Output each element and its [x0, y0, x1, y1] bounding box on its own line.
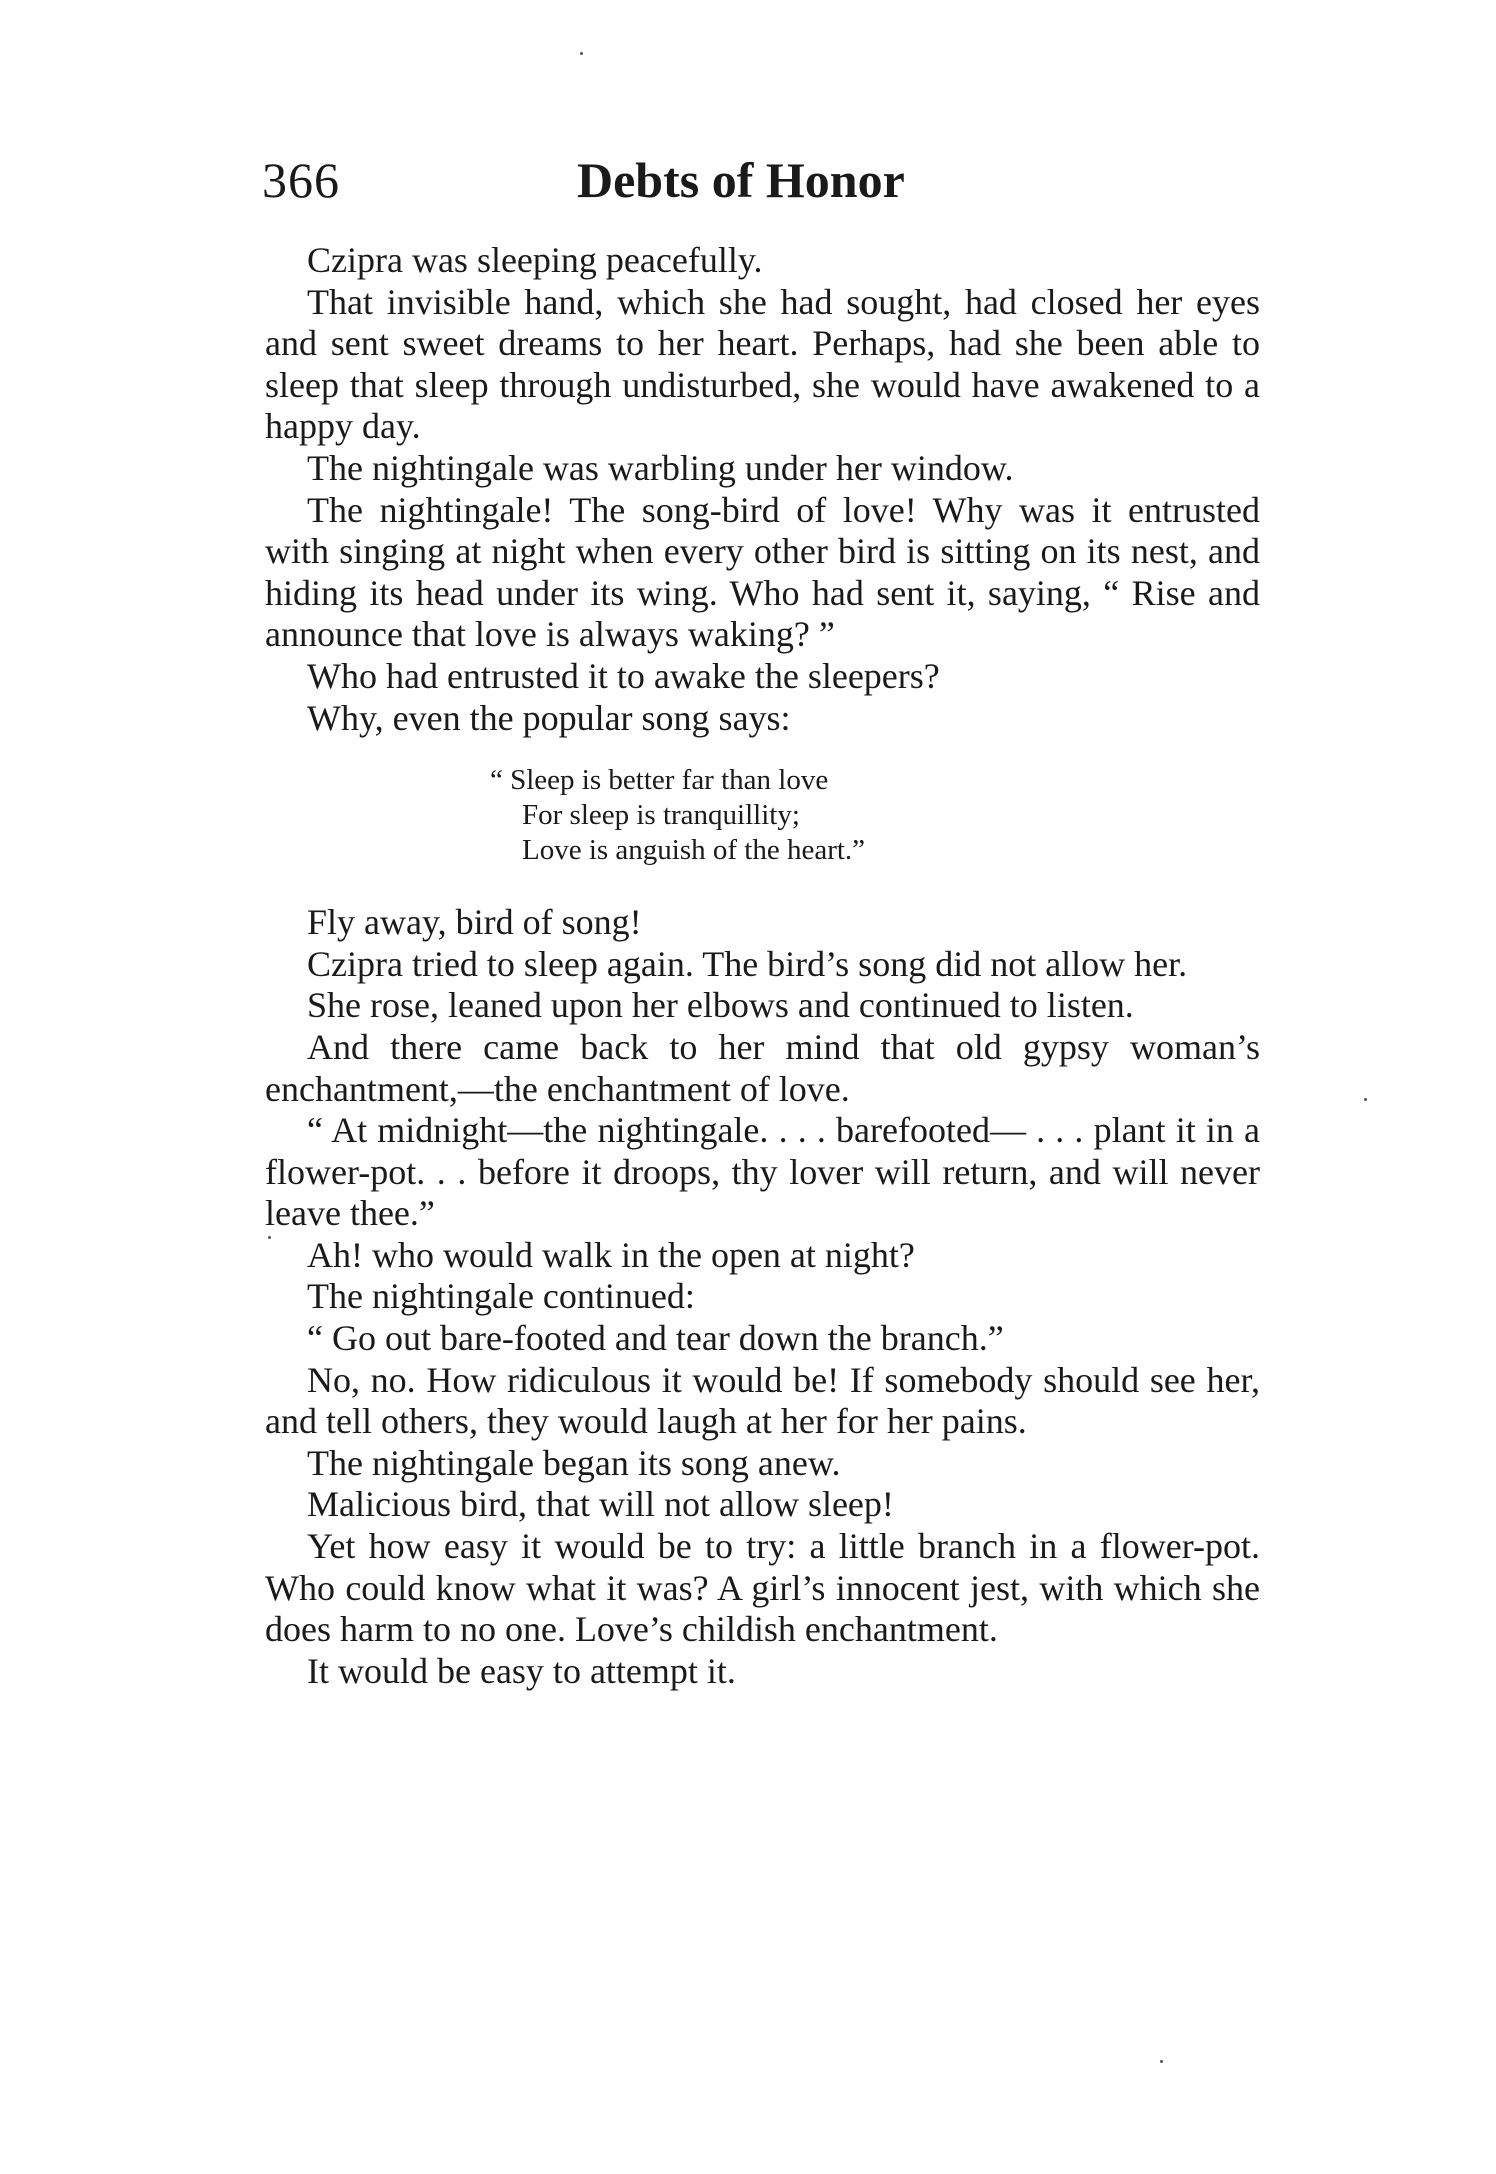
paragraph: Yet how easy it would be to try: a little branch in a flower-pot. Who could know what it was? A girl’s innocent jest, with which she does harm to no one. Love’s childish enchantment. [265, 1526, 1260, 1650]
paragraph: That invisible hand, which she had sought, had closed her eyes and sent sweet dreams to her heart. Perhaps, had she been able to sleep that sleep through undisturbed, she would have awakened to a happy day. [265, 281, 1260, 447]
paragraph: Ah! who would walk in the open at night? [307, 1234, 915, 1275]
print-speck [1160, 2060, 1163, 2063]
verse-line: Love is anguish of the heart.” [522, 834, 866, 867]
paragraph: She rose, leaned upon her elbows and continued to listen. [307, 985, 1134, 1026]
paragraph: No, no. How ridiculous it would be! If somebody should see her, and tell others, they would laugh at her for her pains. [265, 1359, 1260, 1442]
print-speck [1364, 1098, 1367, 1101]
verse-quotation [265, 763, 1260, 868]
paragraph: The nightingale began its song anew. [307, 1442, 841, 1483]
verse-line: “ Sleep is better far than love [490, 764, 829, 797]
paragraph: Who had entrusted it to awake the sleepers? [307, 655, 940, 696]
paragraph: Czipra tried to sleep again. The bird’s song did not allow her. [307, 943, 1188, 984]
paragraph: “ Go out bare-footed and tear down the branch.” [307, 1318, 1004, 1359]
paragraph: The nightingale continued: [307, 1276, 695, 1317]
paragraph: Malicious bird, that will not allow sleep! [307, 1484, 894, 1525]
print-speck [580, 52, 583, 55]
paragraph: Czipra was sleeping peacefully. [307, 240, 763, 280]
paragraph: Fly away, bird of song! [307, 902, 642, 943]
paragraph: The nightingale was warbling under her window. [307, 447, 1014, 488]
paragraph: Why, even the popular song says: [307, 697, 791, 738]
verse-line: For sleep is tranquillity; [522, 799, 800, 832]
paragraph: “ At midnight—the nightingale. . . . barefooted— . . . plant it in a flower-pot. . . before it droops, thy lover will return, and will never leave thee.” [265, 1110, 1260, 1234]
body-text [265, 240, 1260, 1692]
paragraph: The nightingale! The song-bird of love! Why was it entrusted with singing at night when every other bird is sitting on its nest, and hiding its head under its wing. Who had sent it, saying, “ Rise and announce that love is always waking? ” [265, 489, 1260, 655]
paragraph: It would be easy to attempt it. [307, 1650, 736, 1691]
page-number: 366 [262, 152, 340, 208]
paragraph: And there came back to her mind that old gypsy woman’s enchantment,—the enchantment of love. [265, 1026, 1260, 1109]
running-title: Debts of Honor [577, 152, 905, 208]
running-head [262, 148, 1062, 218]
